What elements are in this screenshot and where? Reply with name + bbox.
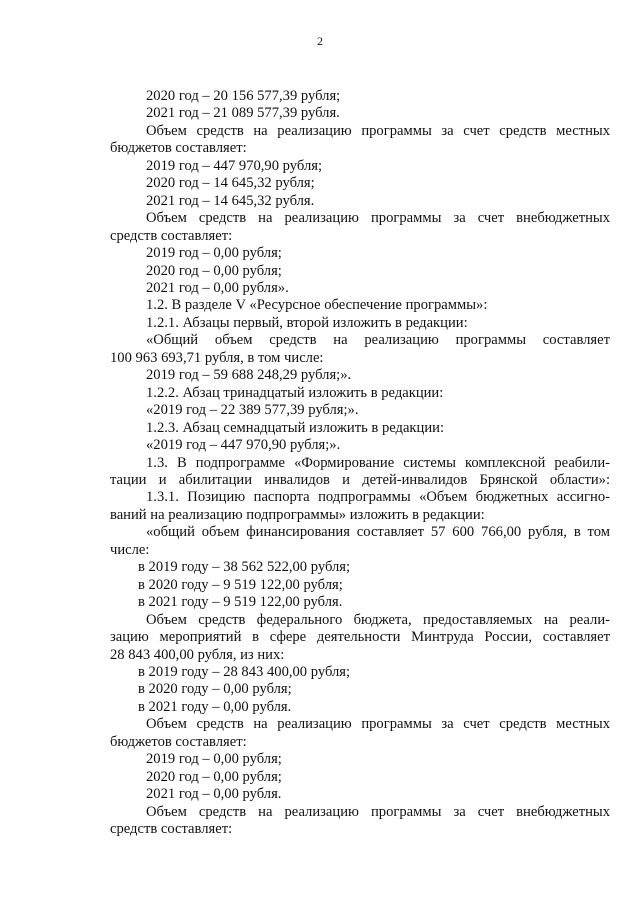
text-line: зацию мероприятий в сфере деятельности Минтруда России, составляет bbox=[110, 629, 610, 646]
text-line: Объем средств на реализацию программы за счет средств местных bbox=[146, 716, 610, 733]
text-line: «общий объем финансирования составляет 57 600 766,00 рубля, в том bbox=[146, 524, 610, 541]
text-line: тации и абилитации инвалидов и детей-инвалидов Брянской области»: bbox=[110, 471, 610, 488]
text-line: 2020 год – 14 645,32 рубля; bbox=[146, 175, 315, 192]
text-line: 2019 год – 59 688 248,29 рубля;». bbox=[146, 367, 352, 384]
text-line: 2021 год – 14 645,32 рубля. bbox=[146, 192, 315, 209]
text-line: 1.2.2. Абзац тринадцатый изложить в редакции: bbox=[146, 384, 444, 401]
text-line: средств составляет: bbox=[110, 227, 233, 244]
text-line: числе: bbox=[110, 541, 150, 558]
text-line: Объем средств на реализацию программы за счет внебюджетных bbox=[146, 803, 610, 820]
text-line: ваний на реализацию подпрограммы» изложить в редакции: bbox=[110, 506, 485, 523]
text-line: в 2020 году – 9 519 122,00 рубля; bbox=[138, 576, 343, 593]
page-number: 2 bbox=[317, 34, 323, 48]
text-line: Объем средств на реализацию программы за счет внебюджетных bbox=[146, 210, 610, 227]
text-line: 2019 год – 0,00 рубля; bbox=[146, 751, 282, 768]
text-line: Объем средств федерального бюджета, предоставляемых на реали- bbox=[146, 611, 610, 628]
text-line: бюджетов составляет: bbox=[110, 733, 247, 750]
text-line: в 2021 году – 0,00 рубля. bbox=[138, 698, 292, 715]
text-line: бюджетов составляет: bbox=[110, 140, 247, 157]
text-line: в 2020 году – 0,00 рубля; bbox=[138, 681, 292, 698]
text-line: 2021 год – 0,00 рубля. bbox=[146, 786, 282, 803]
text-line: 2021 год – 0,00 рубля». bbox=[146, 279, 289, 296]
text-line: 2020 год – 20 156 577,39 рубля; bbox=[146, 88, 341, 104]
text-line: 1.2.3. Абзац семнадцатый изложить в редакции: bbox=[146, 419, 445, 436]
text-line: в 2021 году – 9 519 122,00 рубля. bbox=[138, 594, 343, 611]
text-line: 28 843 400,00 рубля, из них: bbox=[110, 646, 285, 663]
text-line: средств составляет: bbox=[110, 821, 233, 838]
document-body bbox=[110, 88, 610, 838]
text-line: 2019 год – 0,00 рубля; bbox=[146, 245, 282, 262]
text-line: в 2019 году – 38 562 522,00 рубля; bbox=[138, 559, 351, 576]
text-line: 1.2. В разделе V «Ресурсное обеспечение программы»: bbox=[146, 297, 488, 314]
text-line: «2019 год – 22 389 577,39 рубля;». bbox=[146, 402, 359, 419]
text-line: 1.2.1. Абзацы первый, второй изложить в редакции: bbox=[146, 314, 468, 331]
text-line: Объем средств на реализацию программы за счет средств местных bbox=[146, 122, 610, 139]
text-line: «Общий объем средств на реализацию программы составляет bbox=[146, 332, 610, 349]
text-line: в 2019 году – 28 843 400,00 рубля; bbox=[138, 663, 351, 680]
text-line: 1.3. В подпрограмме «Формирование системы комплексной реабили- bbox=[146, 454, 610, 471]
text-line: 1.3.1. Позицию паспорта подпрограммы «Объем бюджетных ассигно- bbox=[146, 489, 610, 506]
text-line: «2019 год – 447 970,90 рубля;». bbox=[146, 437, 341, 454]
text-line: 2020 год – 0,00 рубля; bbox=[146, 262, 282, 279]
text-line: 100 963 693,71 рубля, в том числе: bbox=[110, 349, 324, 366]
text-line: 2019 год – 447 970,90 рубля; bbox=[146, 157, 322, 174]
text-line: 2020 год – 0,00 рубля; bbox=[146, 768, 282, 785]
text-line: 2021 год – 21 089 577,39 рубля. bbox=[146, 105, 340, 122]
